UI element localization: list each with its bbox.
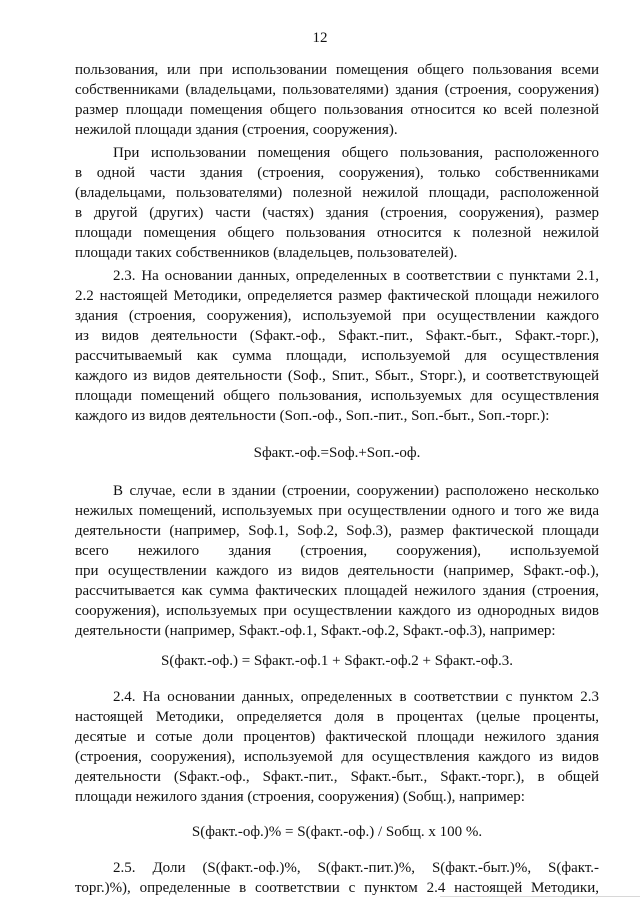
text-line: в другой (других) части (частях) здания (строения, сооружения), размер xyxy=(75,205,599,221)
text-line: (строения, сооружения), используемой для осуществления каждого из видов xyxy=(75,749,599,765)
text-line: всего нежилого здания (строения, сооружения), используемой xyxy=(75,543,599,559)
formula: S(факт.-оф.) = Sфакт.-оф.1 + Sфакт.-оф.2 + Sфакт.-оф.3. xyxy=(161,653,513,669)
text-line: десятые и сотые доли процентов) фактической площади нежилого здания xyxy=(75,729,599,745)
text-line: 2.2 настоящей Методики, определяется размер фактической площади нежилого xyxy=(75,288,599,304)
text-line: площади таких собственников (владельцев, пользователей). xyxy=(75,245,458,261)
text-line: из видов деятельности (Sфакт.-оф., Sфакт.-пит., Sфакт.-быт., Sфакт.-торг.), xyxy=(75,328,599,344)
text-line: деятельности (например, Sоф.1, Sоф.2, Sоф.3), размер фактической площади xyxy=(75,523,599,539)
text-line: каждого из видов деятельности (Sоп.-оф., Sоп.-пит., Sоп.-быт., Sоп.-торг.): xyxy=(75,408,550,424)
text-line: 2.5. Доли (S(факт.-оф.)%, S(факт.-пит.)%, S(факт.-быт.)%, S(факт.- xyxy=(113,860,599,876)
text-line: здания (строения, сооружения), используемой при осуществлении каждого xyxy=(75,308,599,324)
text-line: собственниками (владельцами, пользователями) здания (строения, сооружения) xyxy=(75,82,599,98)
text-line: площади помещений общего пользования, используемых для осуществления xyxy=(75,388,599,404)
text-line: площади нежилого здания (строения, сооружения) (Sобщ.), например: xyxy=(75,789,525,805)
text-line: В случае, если в здании (строении, сооружении) расположено несколько xyxy=(113,483,599,499)
text-line: нежилых помещений, используемых при осуществлении одного и того же вида xyxy=(75,503,599,519)
text-line: площади помещения общего пользования относится к полезной нежилой xyxy=(75,225,599,241)
text-line: (владельцами, пользователями) полезной нежилой площади, расположенной xyxy=(75,185,599,201)
formula: Sфакт.-оф.=Sоф.+Sоп.-оф. xyxy=(253,445,421,461)
text-line: При использовании помещения общего пользования, расположенного xyxy=(113,145,599,161)
text-line: рассчитываемый как сумма площади, используемой для осуществления xyxy=(75,348,599,364)
text-line: при осуществлении каждого из видов деятельности (например, Sфакт.-оф.), xyxy=(75,563,599,579)
formula: S(факт.-оф.)% = S(факт.-оф.) / Sобщ. х 100 %. xyxy=(191,824,483,840)
text-line: размер площади помещения общего пользования относится ко всей полезной xyxy=(75,102,599,118)
text-line: деятельности (Sфакт.-оф., Sфакт.-пит., Sфакт.-быт., Sфакт.-торг.), в общей xyxy=(75,769,599,785)
page-number: 12 xyxy=(312,30,328,46)
text-line: деятельности (например, Sфакт.-оф.1, Sфакт.-оф.2, Sфакт.-оф.3), например: xyxy=(75,623,556,639)
text-line: сооружения), используемых при осуществлении каждого из однородных видов xyxy=(75,603,599,619)
text-line: торг.)%), определенные в соответствии с пунктом 2.4 настоящей Методики, xyxy=(75,880,599,896)
text-line: 2.4. На основании данных, определенных в соответствии с пунктом 2.3 xyxy=(113,689,599,705)
text-line: каждого из видов деятельности (Sоф., Sпит., Sбыт., Sторг.), и соответствующей xyxy=(75,368,599,384)
scan-edge-line xyxy=(440,896,640,897)
text-line: настоящей Методики, определяется доля в процентах (целые проценты, xyxy=(75,709,599,725)
text-line: нежилой площади здания (строения, сооружения). xyxy=(75,122,398,138)
text-line: пользования, или при использовании помещения общего пользования всеми xyxy=(75,62,599,78)
text-line: рассчитывается как сумма фактических площадей нежилого здания (строения, xyxy=(75,583,599,599)
text-line: 2.3. На основании данных, определенных в соответствии с пунктами 2.1, xyxy=(113,268,599,284)
text-line: в одной части здания (строения, сооружения), только собственниками xyxy=(75,165,599,181)
